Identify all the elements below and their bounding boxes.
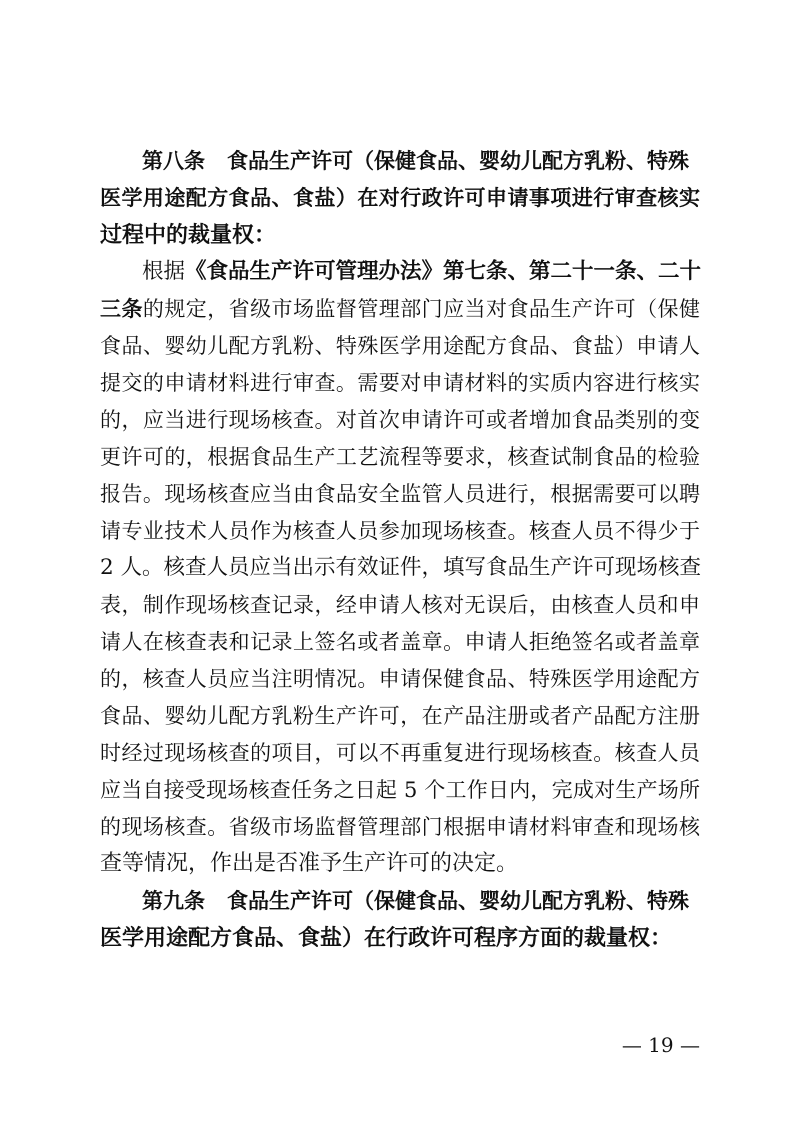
- article9-heading-line2: 医学用途配方食品、食盐）在行政许可程序方面的裁量权：: [100, 925, 673, 951]
- paragraph-line-10: 表，制作现场核查记录，经申请人核对无误后，由核查人员和申: [100, 593, 700, 617]
- paragraph-line-5: 的，应当进行现场核查。对首次申请许可或者增加食品类别的变: [100, 408, 700, 432]
- paragraph-prefix: 根据: [142, 259, 186, 284]
- paragraph-line-13: 食品、婴幼儿配方乳粉生产许可，在产品注册或者产品配方注册: [100, 704, 700, 728]
- paragraph-line-15: 应当自接受现场核查任务之日起 5 个工作日内，完成对生产场所: [100, 778, 700, 802]
- article9-heading-text: 食品生产许可（保健食品、婴幼儿配方乳粉、特殊: [227, 888, 689, 913]
- paragraph-line-2-rest: 的规定，省级市场监督管理部门应当对食品生产许可（保健: [142, 297, 700, 321]
- paragraph-citation-end: 三条: [100, 296, 143, 321]
- paragraph-line-17: 查等情况，作出是否准予生产许可的决定。: [100, 851, 519, 876]
- paragraph-line-2: [100, 291, 700, 327]
- paragraph-line-8: 请专业技术人员作为核查人员参加现场核查。核查人员不得少于: [100, 519, 700, 543]
- paragraph-line-6: 更许可的，根据食品生产工艺流程等要求，核查试制食品的检验: [100, 445, 700, 469]
- paragraph-line-12: 的，核查人员应当注明情况。申请保健食品、特殊医学用途配方: [100, 667, 700, 691]
- paragraph-line-14: 时经过现场核查的项目，可以不再重复进行现场核查。核查人员: [100, 741, 700, 765]
- paragraph-line-11: 请人在核查表和记录上签名或者盖章。申请人拒绝签名或者盖章: [100, 630, 700, 654]
- article8-heading-text: 食品生产许可（保健食品、婴幼儿配方乳粉、特殊: [227, 148, 689, 173]
- article9-heading-line1: [142, 883, 700, 919]
- paragraph-line-4: 提交的申请材料进行审查。需要对申请材料的实质内容进行核实: [100, 371, 700, 395]
- page-number: — 19 —: [621, 1033, 700, 1057]
- article8-heading-line2: 医学用途配方食品、食盐）在对行政许可申请事项进行审查核实: [100, 185, 700, 210]
- paragraph-citation-start: 《食品生产许可管理办法》第七条、第二十一条、二十: [185, 259, 702, 284]
- article8-label: 第八条: [142, 148, 205, 173]
- article8-heading-line3: 过程中的裁量权：: [100, 222, 277, 248]
- paragraph-line-9: 2 人。核查人员应当出示有效证件，填写食品生产许可现场核查: [100, 555, 702, 580]
- paragraph-line-3: 食品、婴幼儿配方乳粉、特殊医学用途配方食品、食盐）申请人: [100, 334, 700, 358]
- article8-heading-line1: [142, 143, 700, 179]
- paragraph-line-7: 报告。现场核查应当由食品安全监管人员进行，根据需要可以聘: [100, 482, 700, 506]
- paragraph-line-16: 的现场核查。省级市场监督管理部门根据申请材料审查和现场核: [100, 815, 700, 839]
- paragraph-line-1: [142, 254, 700, 290]
- article9-label: 第九条: [142, 888, 205, 913]
